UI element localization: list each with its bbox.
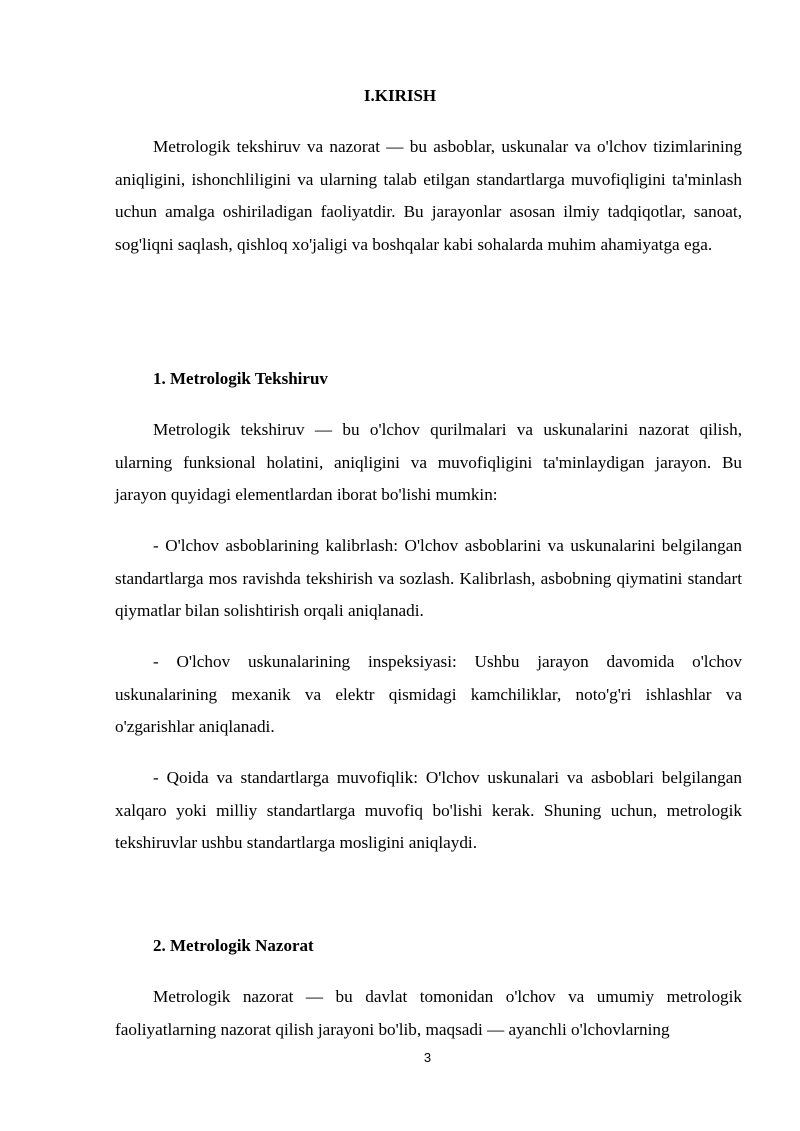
intro-paragraph: Metrologik tekshiruv va nazorat — bu asboblar, uskunalar va o'lchov tizimlarining aniqligini, ishonchliligini va ularning talab etilgan standartlarga muvofiqligini ta'minlash uchun amalga oshiriladigan faoliyatdir. Bu jarayonlar asosan ilmiy tadqiqotlar, sanoat, sog'liqni saqlash, qishloq xo'jaligi va boshqalar kabi sohalarda muhim ahamiyatga ega. bbox=[115, 137, 742, 254]
list-item-inspection: - O'lchov uskunalarining inspeksiyasi: Ushbu jarayon davomida o'lchov uskunalarining mexanik va elektr qismidagi kamchiliklar, noto'g'ri ishlashlar va o'zgarishlar aniqlanadi. bbox=[115, 652, 742, 736]
section-2-heading: 2. Metrologik Nazorat bbox=[153, 936, 314, 955]
list-item-compliance: - Qoida va standartlarga muvofiqlik: O'lchov uskunalari va asboblari belgilangan xalqaro yoki milliy standartlarga muvofiq bo'lishi kerak. Shuning uchun, metrologik tekshiruvlar ushbu standartlarga mosligini aniqlaydi. bbox=[115, 768, 742, 852]
section-2-paragraph: Metrologik nazorat — bu davlat tomonidan o'lchov va umumiy metrologik faoliyatlarning nazorat qilish jarayoni bo'lib, maqsadi — ayanchli o'lchovlarning bbox=[115, 987, 742, 1039]
section-1-paragraph: Metrologik tekshiruv — bu o'lchov qurilmalari va uskunalarini nazorat qilish, ularning funksional holatini, aniqligini va muvofiqligini ta'minlaydigan jarayon. Bu jarayon quyidagi elementlardan iborat bo'lishi mumkin: bbox=[115, 420, 742, 504]
page-number: 3 bbox=[423, 1050, 432, 1065]
section-1-heading: 1. Metrologik Tekshiruv bbox=[153, 369, 328, 388]
list-item-calibration: - O'lchov asboblarining kalibrlash: O'lchov asboblarini va uskunalarini belgilangan standartlarga mos ravishda tekshirish va sozlash. Kalibrlash, asbobning qiymatini standart qiymatlar bilan solishtirish orqali aniqlanadi. bbox=[115, 536, 742, 620]
page-title: I.KIRISH bbox=[363, 86, 437, 105]
